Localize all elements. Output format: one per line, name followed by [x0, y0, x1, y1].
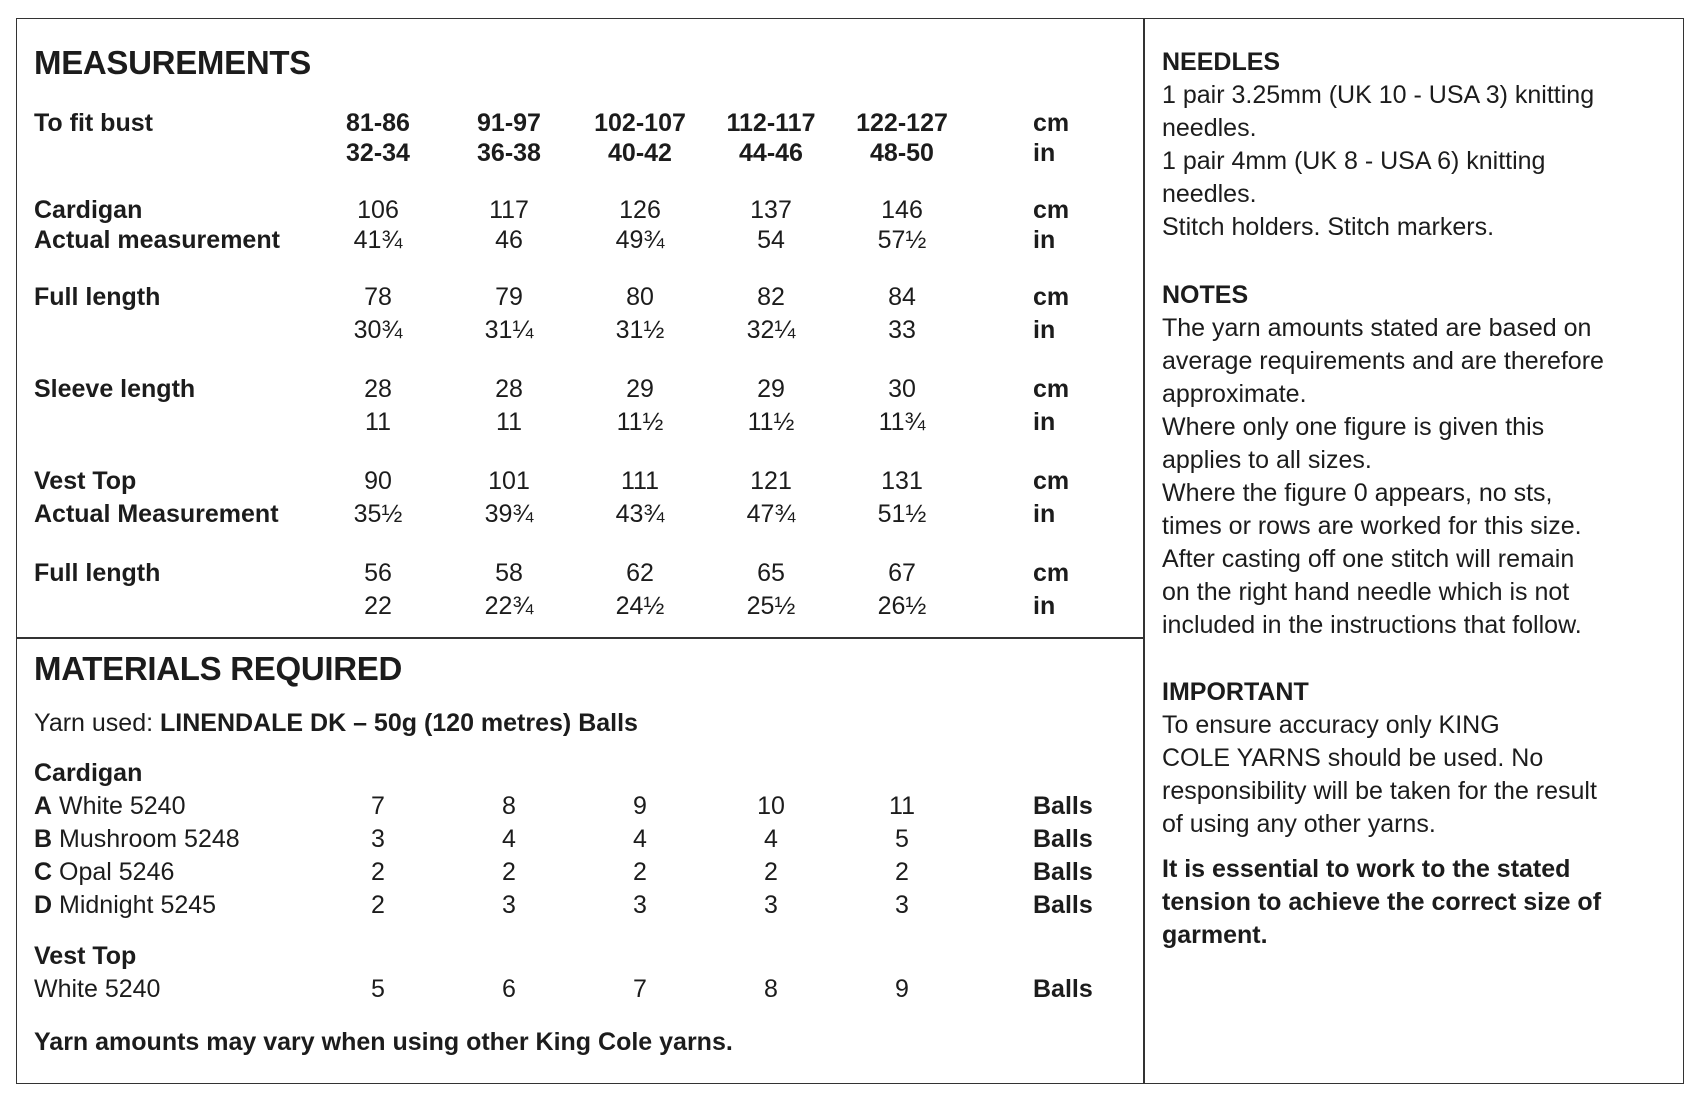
important-bold-text	[1162, 853, 1682, 952]
measurement-in: 32¼	[746, 316, 796, 344]
bust-size-cm: 81-86	[346, 109, 410, 137]
bust-size-cm: 112-117	[726, 109, 816, 137]
measurement-in: 51½	[877, 500, 927, 528]
yarn-ball-count: 8	[502, 792, 516, 820]
measurement-cm: 58	[495, 559, 523, 587]
important-bold-line: It is essential to work to the stated	[1162, 855, 1571, 883]
important-text	[1162, 709, 1682, 841]
yarn-ball-count: 9	[895, 975, 909, 1003]
measurement-in: 11½	[747, 408, 795, 436]
measurement-label: Full length	[34, 559, 161, 587]
important-line: COLE YARNS should be used. No	[1162, 744, 1544, 772]
bust-size-cm: 91-97	[477, 109, 541, 137]
yarn-ball-count: 4	[764, 825, 778, 853]
bust-label: To fit bust	[34, 109, 153, 137]
yarn-ball-count: 2	[895, 858, 909, 886]
yarn-name: LINENDALE DK – 50g (120 metres) Balls	[160, 709, 638, 737]
yarn-colour-name: White 5240	[34, 975, 161, 1003]
unit-cm: cm	[1033, 109, 1070, 137]
balls-unit: Balls	[1033, 891, 1093, 919]
measurement-cm: 121	[750, 467, 792, 495]
yarn-letter: B	[34, 825, 53, 853]
measurement-cm: 82	[757, 283, 785, 311]
yarn-ball-count: 8	[764, 975, 778, 1003]
measurement-in: 30¾	[353, 316, 403, 344]
needles-line: 1 pair 4mm (UK 8 - USA 6) knitting	[1162, 147, 1546, 175]
measurement-cm: 111	[620, 467, 659, 495]
yarn-used-prefix: Yarn used:	[34, 709, 161, 737]
notes-line: After casting off one stitch will remain	[1162, 545, 1575, 573]
balls-unit: Balls	[1033, 825, 1093, 853]
yarn-used-line	[34, 709, 638, 738]
unit-in: in	[1033, 226, 1056, 254]
measurements-heading: MEASUREMENTS	[34, 44, 311, 81]
yarn-colour-name: Midnight 5245	[52, 891, 217, 919]
yarn-colour-label	[34, 792, 185, 821]
bust-size-cm: 122-127	[856, 109, 948, 137]
measurement-cm: 29	[757, 375, 785, 403]
measurement-sublabel: Actual measurement	[34, 226, 280, 254]
notes-line: applies to all sizes.	[1162, 446, 1372, 474]
yarn-colour-label	[34, 858, 174, 887]
bust-size-in: 40-42	[608, 139, 672, 167]
measurement-cm: 84	[888, 283, 916, 311]
yarn-letter: D	[34, 891, 53, 919]
yarn-ball-count: 10	[757, 792, 785, 820]
important-line: To ensure accuracy only KING	[1162, 711, 1500, 739]
yarn-colour-name: White 5240	[52, 792, 186, 820]
measurement-in: 43¾	[615, 500, 665, 528]
important-bold-line: tension to achieve the correct size of	[1162, 888, 1602, 916]
measurement-in: 11	[365, 408, 391, 436]
yarn-ball-count: 3	[633, 891, 647, 919]
unit-cm: cm	[1033, 375, 1070, 403]
measurement-in: 11¾	[878, 408, 926, 436]
measurement-label: Sleeve length	[34, 375, 196, 403]
yarn-colour-name: Opal 5246	[52, 858, 175, 886]
measurement-in: 11	[496, 408, 522, 436]
measurement-in: 41¾	[353, 226, 403, 254]
measurement-in: 47¾	[746, 500, 796, 528]
measurement-cm: 117	[489, 196, 529, 224]
measurement-cm: 131	[881, 467, 923, 495]
notes-line: Where only one figure is given this	[1162, 413, 1545, 441]
yarn-ball-count: 5	[895, 825, 909, 853]
measurement-cm: 90	[364, 467, 392, 495]
measurement-cm: 137	[750, 196, 792, 224]
notes-line: times or rows are worked for this size.	[1162, 512, 1582, 540]
notes-line: Where the figure 0 appears, no sts,	[1162, 479, 1553, 507]
important-line: responsibility will be taken for the result	[1162, 777, 1597, 805]
notes-line: on the right hand needle which is not	[1162, 578, 1570, 606]
yarn-letter: A	[34, 792, 53, 820]
cardigan-yarn-heading: Cardigan	[34, 759, 143, 787]
unit-cm: cm	[1033, 559, 1070, 587]
measurement-cm: 67	[888, 559, 916, 587]
measurement-in: 11½	[616, 408, 664, 436]
measurement-in: 24½	[615, 592, 665, 620]
needles-line: Stitch holders. Stitch markers.	[1162, 213, 1495, 241]
measurement-label: Vest Top	[34, 467, 137, 495]
important-line: of using any other yarns.	[1162, 810, 1436, 838]
measurement-in: 35½	[353, 500, 403, 528]
yarn-colour-label	[34, 891, 216, 920]
measurement-in: 39¾	[484, 500, 534, 528]
yarn-colour-label	[34, 825, 240, 854]
yarn-ball-count: 3	[502, 891, 516, 919]
unit-in: in	[1033, 139, 1056, 167]
notes-line: average requirements and are therefore	[1162, 347, 1604, 375]
section-divider	[16, 637, 1144, 639]
measurement-in: 31¼	[484, 316, 534, 344]
yarn-ball-count: 4	[633, 825, 647, 853]
measurement-cm: 101	[488, 467, 530, 495]
yarn-ball-count: 2	[633, 858, 647, 886]
yarn-ball-count: 5	[371, 975, 385, 1003]
balls-unit: Balls	[1033, 858, 1093, 886]
bust-size-cm: 102-107	[594, 109, 686, 137]
needles-heading: NEEDLES	[1162, 48, 1281, 76]
balls-unit: Balls	[1033, 975, 1093, 1003]
measurement-in: 22¾	[484, 592, 534, 620]
yarn-ball-count: 7	[371, 792, 385, 820]
measurement-cm: 78	[364, 283, 392, 311]
yarn-letter: C	[34, 858, 53, 886]
unit-in: in	[1033, 500, 1056, 528]
measurement-in: 25½	[746, 592, 796, 620]
important-bold-line: garment.	[1162, 921, 1268, 949]
yarn-ball-count: 11	[889, 792, 915, 820]
notes-line: The yarn amounts stated are based on	[1162, 314, 1592, 342]
measurement-in: 57½	[877, 226, 927, 254]
measurement-cm: 30	[888, 375, 916, 403]
yarn-ball-count: 3	[895, 891, 909, 919]
vest-yarn-heading: Vest Top	[34, 942, 137, 970]
yarn-footnote: Yarn amounts may vary when using other King Cole yarns.	[34, 1028, 733, 1056]
measurement-label: Cardigan	[34, 196, 143, 224]
measurement-cm: 65	[757, 559, 785, 587]
notes-section	[1162, 279, 1682, 642]
needles-line: 1 pair 3.25mm (UK 10 - USA 3) knitting	[1162, 81, 1595, 109]
needles-text	[1162, 79, 1682, 244]
measurement-cm: 28	[495, 375, 523, 403]
unit-cm: cm	[1033, 283, 1070, 311]
measurement-in: 31½	[615, 316, 665, 344]
yarn-ball-count: 9	[633, 792, 647, 820]
bust-size-in: 32-34	[346, 139, 410, 167]
bust-size-in: 44-46	[739, 139, 803, 167]
balls-unit: Balls	[1033, 792, 1093, 820]
measurement-cm: 56	[364, 559, 392, 587]
unit-cm: cm	[1033, 467, 1070, 495]
measurement-cm: 28	[364, 375, 392, 403]
unit-in: in	[1033, 592, 1056, 620]
bust-size-in: 36-38	[477, 139, 541, 167]
measurement-in: 26½	[877, 592, 927, 620]
yarn-ball-count: 3	[764, 891, 778, 919]
measurement-in: 22	[364, 592, 392, 620]
yarn-ball-count: 2	[502, 858, 516, 886]
materials-heading: MATERIALS REQUIRED	[34, 650, 402, 687]
bust-size-in: 48-50	[870, 139, 934, 167]
yarn-ball-count: 2	[371, 891, 385, 919]
yarn-ball-count: 2	[371, 858, 385, 886]
yarn-colour-name: Mushroom 5248	[52, 825, 240, 853]
needles-section	[1162, 46, 1682, 244]
notes-text	[1162, 312, 1682, 642]
important-section	[1162, 676, 1682, 952]
yarn-ball-count: 2	[764, 858, 778, 886]
notes-line: approximate.	[1162, 380, 1307, 408]
measurement-sublabel: Actual Measurement	[34, 500, 279, 528]
unit-in: in	[1033, 408, 1056, 436]
yarn-ball-count: 6	[502, 975, 516, 1003]
measurement-cm: 106	[357, 196, 399, 224]
yarn-ball-count: 3	[371, 825, 385, 853]
measurement-label: Full length	[34, 283, 161, 311]
measurement-cm: 126	[619, 196, 661, 224]
column-divider	[1143, 18, 1145, 1084]
measurement-cm: 146	[881, 196, 923, 224]
unit-cm: cm	[1033, 196, 1070, 224]
measurement-in: 54	[757, 226, 785, 254]
measurement-cm: 62	[626, 559, 654, 587]
measurement-in: 33	[888, 316, 916, 344]
needles-line: needles.	[1162, 114, 1257, 142]
notes-line: included in the instructions that follow.	[1162, 611, 1582, 639]
measurement-cm: 80	[626, 283, 654, 311]
measurement-in: 49¾	[615, 226, 665, 254]
needles-line: needles.	[1162, 180, 1257, 208]
important-heading: IMPORTANT	[1162, 678, 1309, 706]
measurement-cm: 29	[626, 375, 654, 403]
measurement-in: 46	[495, 226, 523, 254]
unit-in: in	[1033, 316, 1056, 344]
yarn-ball-count: 7	[633, 975, 647, 1003]
notes-heading: NOTES	[1162, 281, 1249, 309]
measurement-cm: 79	[495, 283, 523, 311]
yarn-ball-count: 4	[502, 825, 516, 853]
